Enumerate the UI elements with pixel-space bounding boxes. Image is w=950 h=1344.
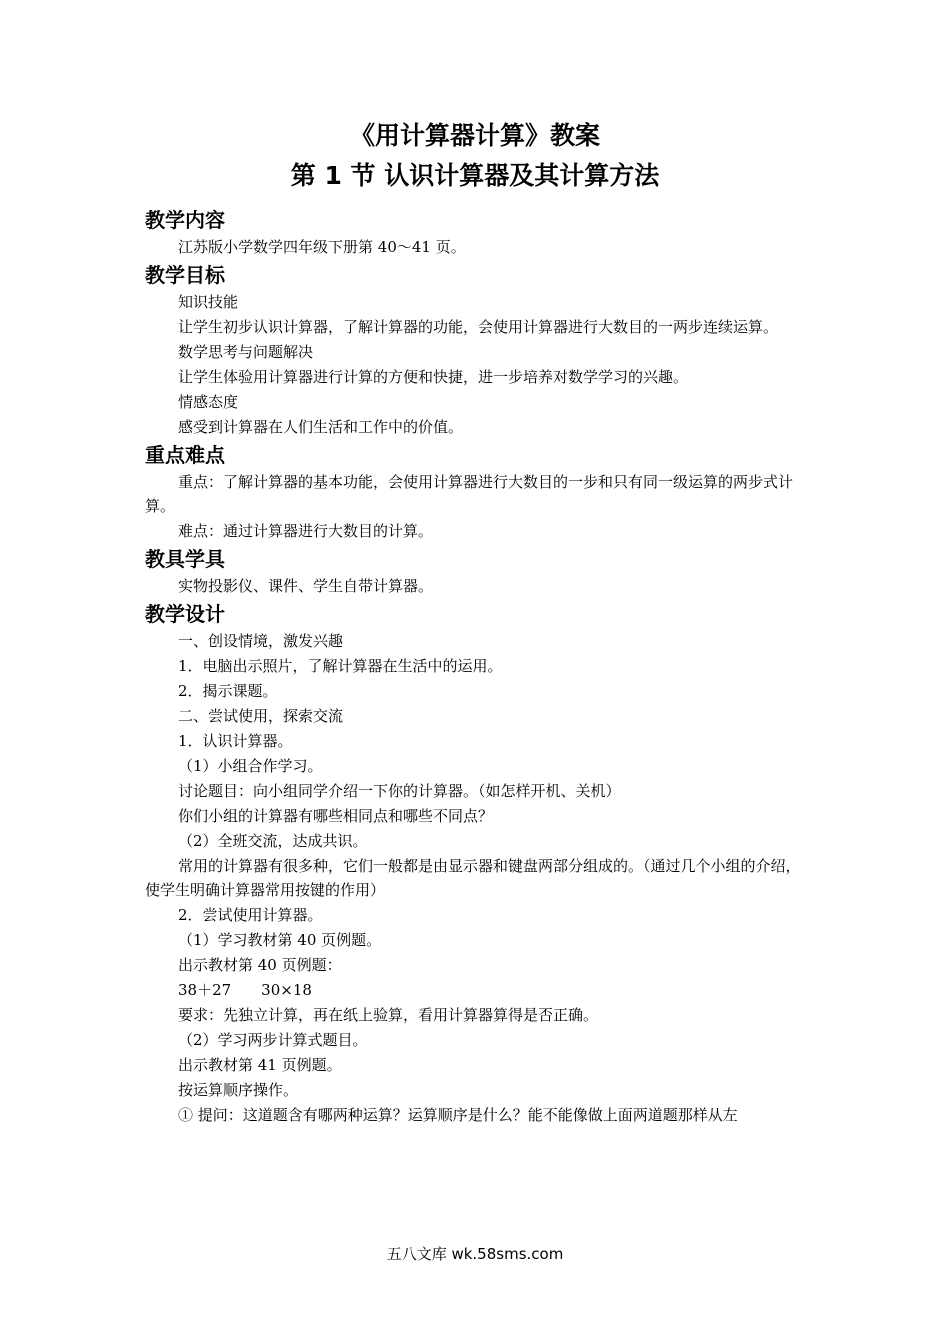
paragraph: 实物投影仪、课件、学生自带计算器。 — [178, 577, 434, 595]
paragraph: （1）学习教材第 40 页例题。 — [178, 931, 382, 949]
paragraph: 江苏版小学数学四年级下册第 40～41 页。 — [178, 238, 466, 256]
paragraph: ① 提问：这道题含有哪两种运算？运算顺序是什么？能不能像做上面两道题那样从左 — [178, 1106, 738, 1124]
paragraph: 二、尝试使用，探索交流 — [178, 707, 344, 725]
paragraph: （2）学习两步计算式题目。 — [178, 1031, 368, 1049]
paragraph: 要求：先独立计算，再在纸上验算，看用计算器算得是否正确。 — [178, 1006, 599, 1024]
paragraph: 数学思考与问题解决 — [178, 343, 314, 361]
document-subtitle: 第 1 节 认识计算器及其计算方法 — [290, 161, 660, 190]
footer-watermark: 五八文库 wk.58sms.com — [386, 1245, 564, 1263]
paragraph: 难点：通过计算器进行大数目的计算。 — [178, 522, 434, 540]
paragraph: （2）全班交流，达成共识。 — [178, 832, 368, 850]
paragraph: 2．揭示课题。 — [178, 682, 278, 700]
paragraph: 出示教材第 41 页例题。 — [178, 1056, 342, 1074]
paragraph: 一、创设情境，激发兴趣 — [178, 632, 344, 650]
paragraph: 讨论题目：向小组同学介绍一下你的计算器。（如怎样开机、关机） — [178, 782, 621, 800]
paragraph: 出示教材第 40 页例题： — [178, 956, 342, 974]
paragraph: 1．电脑出示照片，了解计算器在生活中的运用。 — [178, 657, 503, 675]
paragraph: 2．尝试使用计算器。 — [178, 906, 323, 924]
section-heading-key-points: 重点难点 — [145, 443, 225, 467]
paragraph: 让学生体验用计算器进行计算的方便和快捷，进一步培养对数学学习的兴趣。 — [178, 368, 689, 386]
paragraph: 情感态度 — [178, 393, 239, 411]
paragraph: 常用的计算器有很多种，它们一般都是由显示器和键盘两部分组成的。（通过几个小组的介绍，使学生明确计算器常用按键的作用） — [145, 857, 801, 899]
paragraph: 你们小组的计算器有哪些相同点和哪些不同点？ — [178, 807, 494, 825]
section-heading-teaching-aids: 教具学具 — [145, 547, 225, 571]
paragraph: 让学生初步认识计算器，了解计算器的功能，会使用计算器进行大数目的一两步连续运算。 — [178, 318, 779, 336]
section-heading-teaching-design: 教学设计 — [145, 602, 225, 626]
paragraph: （1）小组合作学习。 — [178, 757, 323, 775]
section-heading-content: 教学内容 — [145, 208, 225, 232]
paragraph: 知识技能 — [178, 293, 239, 311]
math-expression: 38＋27 30×18 — [178, 981, 312, 999]
paragraph: 按运算顺序操作。 — [178, 1081, 299, 1099]
paragraph: 感受到计算器在人们生活和工作中的价值。 — [178, 418, 464, 436]
document-title: 《用计算器计算》教案 — [349, 121, 600, 150]
paragraph: 1．认识计算器。 — [178, 732, 293, 750]
document-body — [145, 204, 801, 1128]
section-heading-goals: 教学目标 — [145, 263, 225, 287]
paragraph: 重点：了解计算器的基本功能，会使用计算器进行大数目的一步和只有同一级运算的两步式计算。 — [145, 473, 794, 515]
